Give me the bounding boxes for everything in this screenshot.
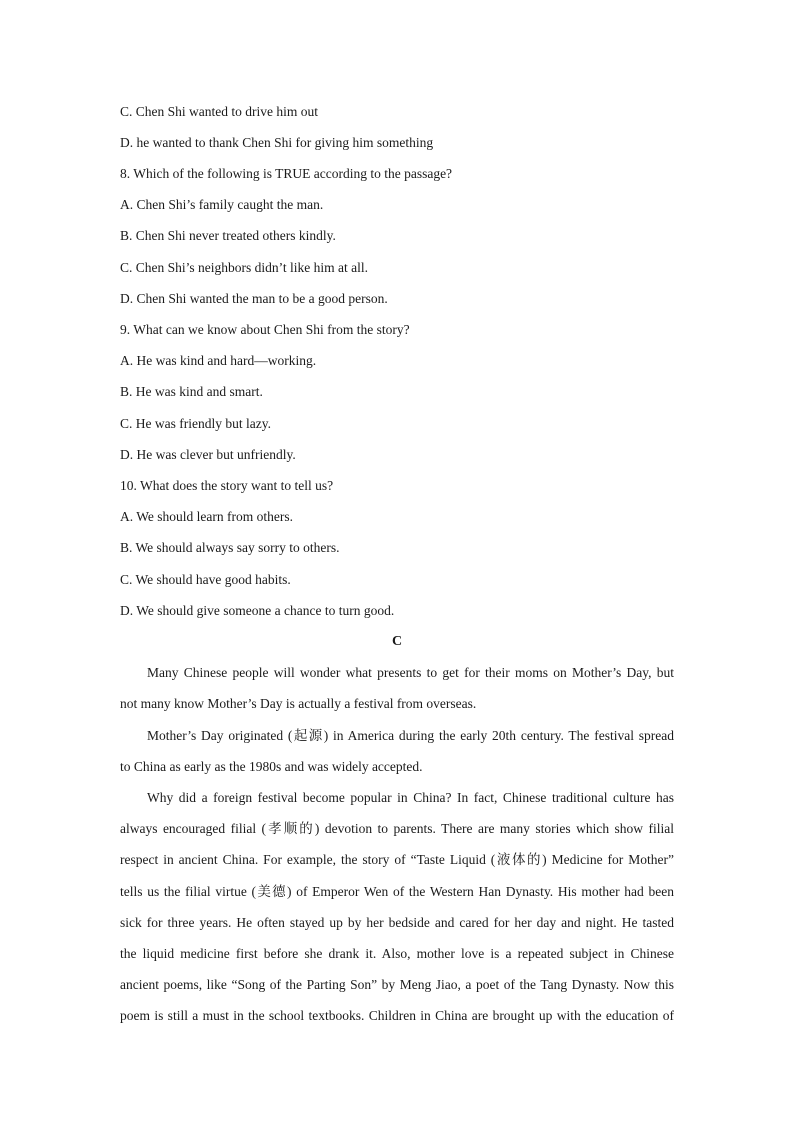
passage-line: always encouraged filial (孝顺的) devotion to parents. There are many stories which show filial bbox=[120, 821, 674, 836]
q9-option-a: A. He was kind and hard—working. bbox=[120, 353, 317, 368]
q9-option-d: D. He was clever but unfriendly. bbox=[120, 447, 296, 462]
q8-option-a: A. Chen Shi’s family caught the man. bbox=[120, 197, 324, 212]
q9-option-c: C. He was friendly but lazy. bbox=[120, 416, 271, 431]
passage-line: Many Chinese people will wonder what presents to get for their moms on Mother’s Day, but bbox=[147, 665, 674, 680]
q9-stem: 9. What can we know about Chen Shi from the story? bbox=[120, 322, 410, 337]
passage-line: the liquid medicine first before she drank it. Also, mother love is a repeated subject in Chinese bbox=[120, 946, 674, 961]
passage-line: ancient poems, like “Song of the Parting Son” by Meng Jiao, a poet of the Tang Dynasty. Now this bbox=[120, 977, 674, 992]
q7-option-c: C. Chen Shi wanted to drive him out bbox=[120, 104, 318, 119]
section-heading: C bbox=[391, 634, 403, 649]
passage-line: respect in ancient China. For example, the story of “Taste Liquid (液体的) Medicine for Mother” bbox=[120, 852, 674, 867]
q10-option-c: C. We should have good habits. bbox=[120, 572, 291, 587]
passage-line: to China as early as the 1980s and was widely accepted. bbox=[120, 759, 423, 774]
passage-line: not many know Mother’s Day is actually a festival from overseas. bbox=[120, 696, 477, 711]
passage-line: Mother’s Day originated (起源) in America during the early 20th century. The festival spread bbox=[147, 728, 674, 743]
q8-option-b: B. Chen Shi never treated others kindly. bbox=[120, 228, 336, 243]
passage-line: tells us the filial virtue (美德) of Emperor Wen of the Western Han Dynasty. His mother had been bbox=[120, 884, 674, 899]
passage-line: sick for three years. He often stayed up by her bedside and cared for her day and night. He tasted bbox=[120, 915, 674, 930]
passage-line: poem is still a must in the school textbooks. Children in China are brought up with the education of bbox=[120, 1008, 674, 1023]
q7-option-d: D. he wanted to thank Chen Shi for giving him something bbox=[120, 135, 434, 150]
passage-line: Why did a foreign festival become popular in China? In fact, Chinese traditional culture has bbox=[147, 790, 674, 805]
q8-stem: 8. Which of the following is TRUE according to the passage? bbox=[120, 166, 453, 181]
q10-option-a: A. We should learn from others. bbox=[120, 509, 294, 524]
q8-option-d: D. Chen Shi wanted the man to be a good person. bbox=[120, 291, 388, 306]
q10-stem: 10. What does the story want to tell us? bbox=[120, 478, 334, 493]
q10-option-d: D. We should give someone a chance to turn good. bbox=[120, 603, 395, 618]
q10-option-b: B. We should always say sorry to others. bbox=[120, 540, 340, 555]
q9-option-b: B. He was kind and smart. bbox=[120, 384, 263, 399]
q8-option-c: C. Chen Shi’s neighbors didn’t like him at all. bbox=[120, 260, 368, 275]
